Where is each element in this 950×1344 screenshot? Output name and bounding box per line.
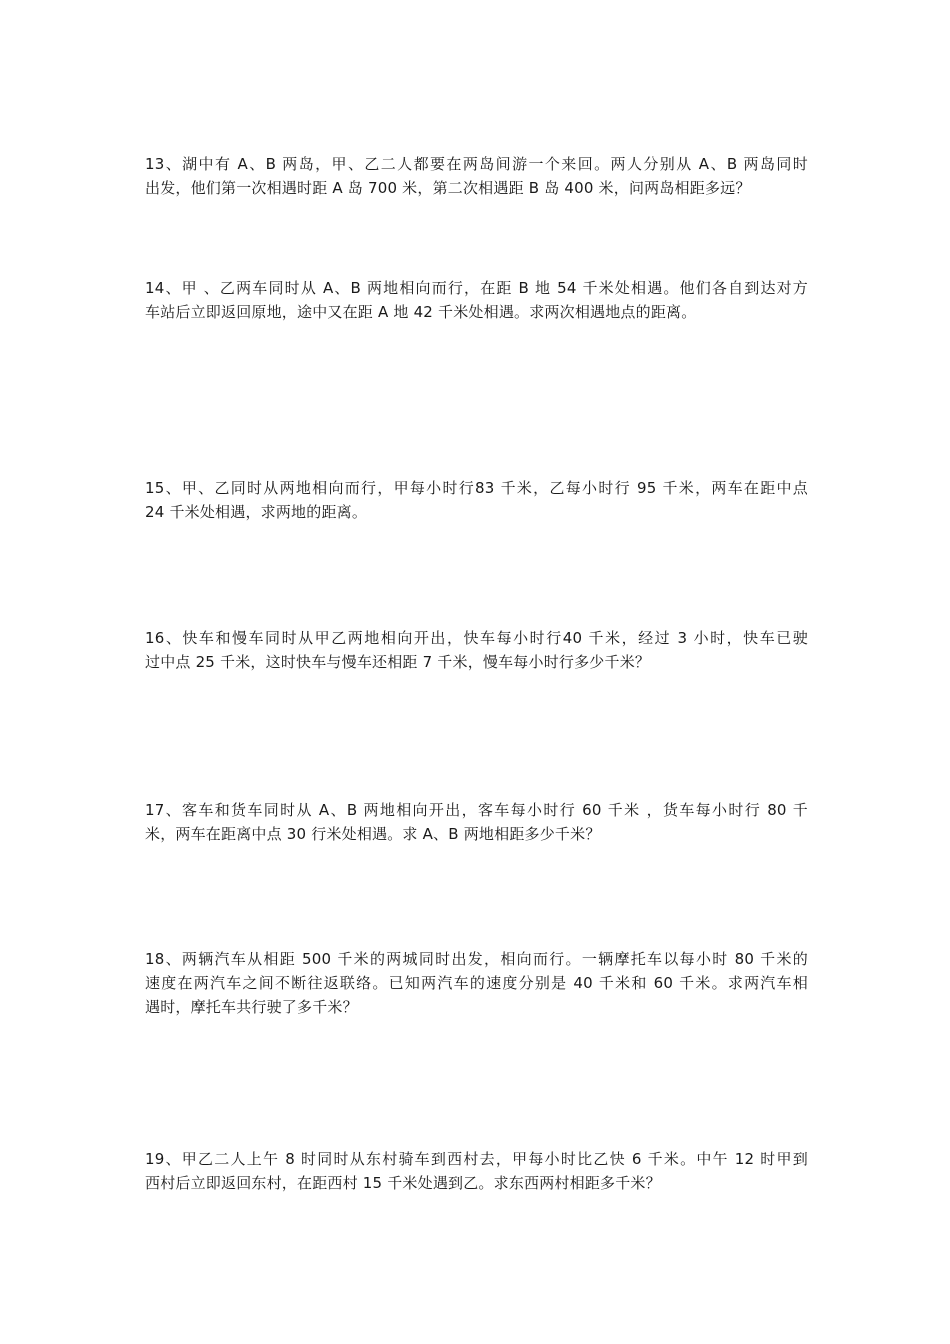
problem-line: 遇时，摩托车共行驶了多千米？ xyxy=(145,998,358,1016)
problem-line: 米，两车在距离中点 30 行米处相遇。求 A、B 两地相距多少千米？ xyxy=(145,825,601,843)
problem-line: 16、快车和慢车同时从甲乙两地相向开出，快车每小时行40 千米，经过 3 小时，快车已驶 xyxy=(145,629,808,647)
problem-line: 18、两辆汽车从相距 500 千米的两城同时出发，相向而行。一辆摩托车以每小时 80 千米的 xyxy=(145,950,808,968)
problem-line: 过中点 25 千米，这时快车与慢车还相距 7 千米，慢车每小时行多少千米？ xyxy=(145,653,651,671)
problem-line: 西村后立即返回东村，在距西村 15 千米处遇到乙。求东西两村相距多千米？ xyxy=(145,1174,661,1192)
problem-line: 17、客车和货车同时从 A、B 两地相向开出，客车每小时行 60 千米 ，货车每小时行 80 千 xyxy=(145,801,808,819)
problem-line: 出发，他们第一次相遇时距 A 岛 700 米，第二次相遇距 B 岛 400 米，问两岛相距多远？ xyxy=(145,179,751,197)
problem-line: 车站后立即返回原地，途中又在距 A 地 42 千米处相遇。求两次相遇地点的距离。 xyxy=(145,303,697,321)
problem-16 xyxy=(145,626,808,674)
problem-line: 19、甲乙二人上午 8 时同时从东村骑车到西村去，甲每小时比乙快 6 千米。中午 12 时甲到 xyxy=(145,1150,808,1168)
problem-13 xyxy=(145,152,808,200)
problem-line: 速度在两汽车之间不断往返联络。已知两汽车的速度分别是 40 千米和 60 千米。求两汽车相 xyxy=(145,974,808,992)
problem-17 xyxy=(145,798,808,846)
problem-14 xyxy=(145,276,808,324)
problem-line: 13、湖中有 A、B 两岛，甲、乙二人都要在两岛间游一个来回。两人分别从 A、B 两岛同时 xyxy=(145,155,808,173)
problem-19 xyxy=(145,1147,808,1195)
problem-line: 14、甲 、乙两车同时从 A、B 两地相向而行，在距 B 地 54 千米处相遇。他们各自到达对方 xyxy=(145,279,808,297)
problem-15 xyxy=(145,476,808,524)
problem-line: 15、甲、乙同时从两地相向而行，甲每小时行83 千米，乙每小时行 95 千米，两车在距中点 xyxy=(145,479,808,497)
problem-18 xyxy=(145,947,808,1019)
problem-line: 24 千米处相遇，求两地的距离。 xyxy=(145,503,368,521)
